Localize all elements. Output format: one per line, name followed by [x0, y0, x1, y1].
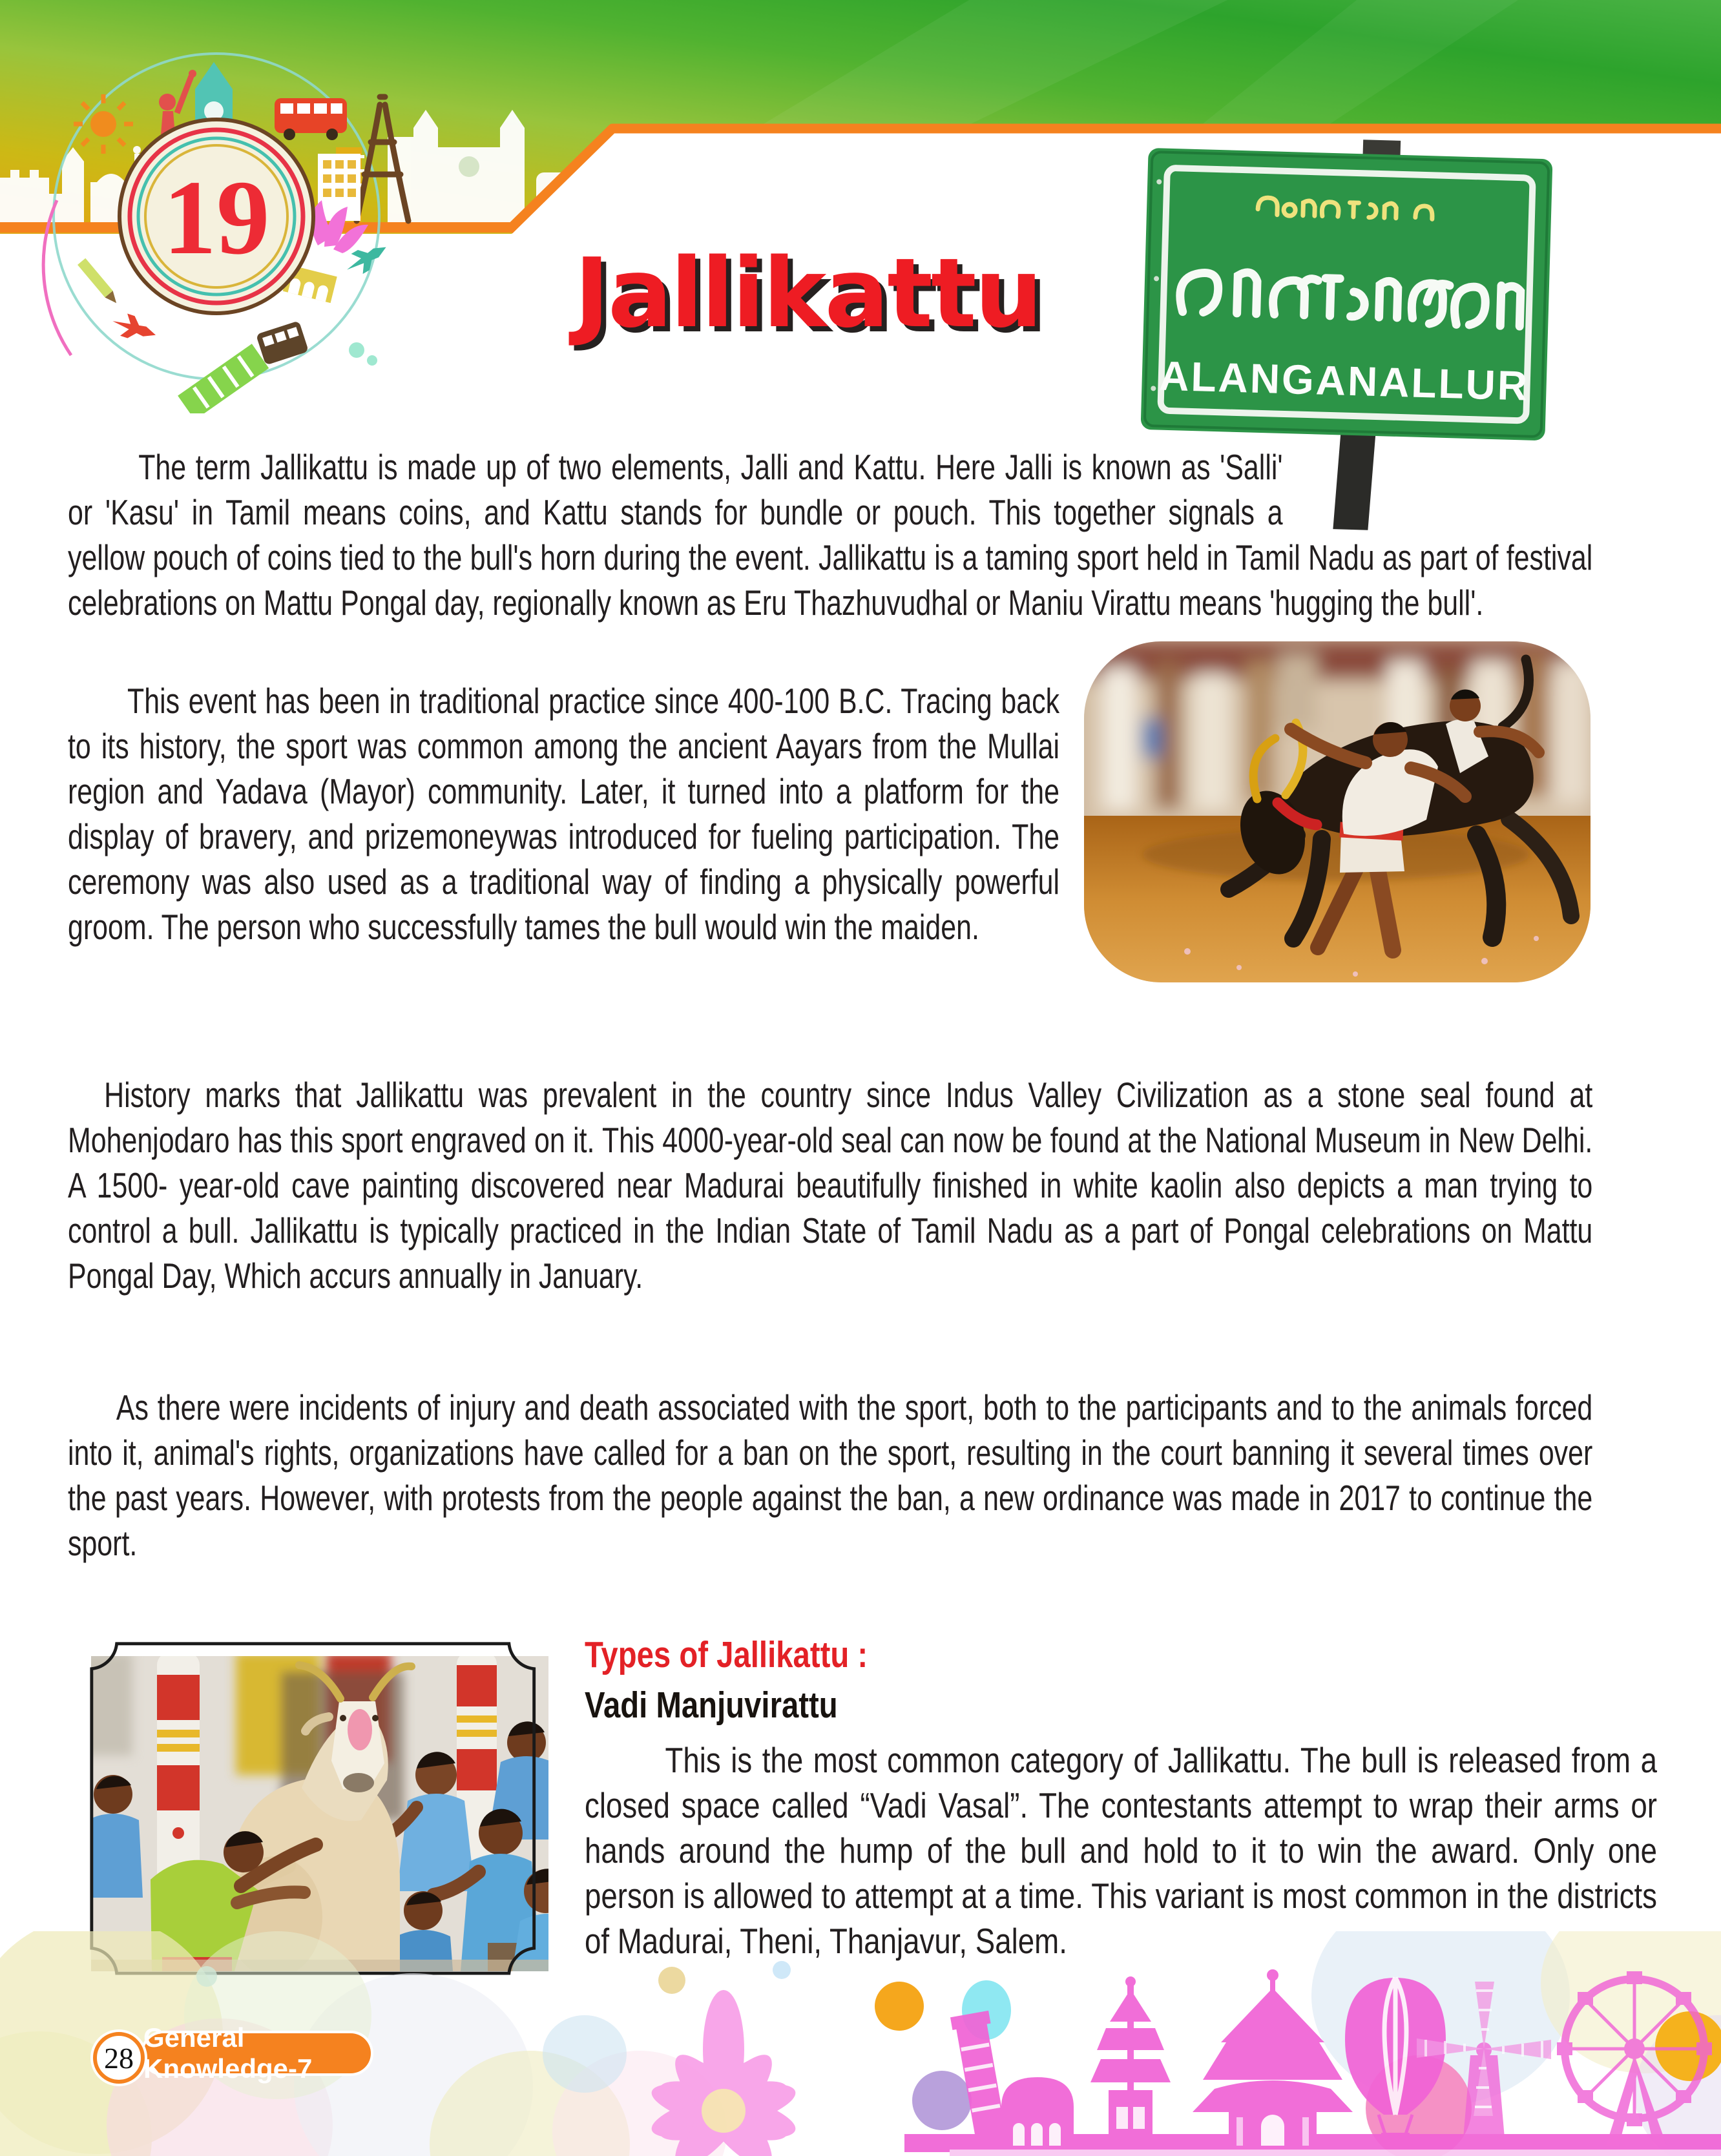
types-section: [585, 1632, 1657, 1964]
paragraph-ban: [68, 1385, 1592, 1566]
types-body-text: This is the most common category of Jallikattu. The bull is released from a closed space called “Vadi Vasal”. The contestants attempt to wrap their arms or hands around the hump of the bull and hold to it to win the award. Only one person is allowed to attempt at a time. This variant is most common in the districts of Madurai, Theni, Thanjavur, Salem.: [585, 1740, 1657, 1961]
striped-pole: [157, 1652, 200, 1885]
temple-pagoda-icon: [1193, 1969, 1353, 2146]
page-number: 28: [104, 2041, 134, 2075]
hot-air-balloon-icon: [1345, 1978, 1446, 2147]
mint-dot-icon: [367, 355, 377, 366]
sun-icon: [74, 94, 133, 154]
vintage-bus-icon: [256, 320, 309, 365]
paragraph-text: The term Jallikattu is made up of two elements, Jalli and Kattu. Here Jalli is known as 'Salli' or 'Kasu' in Tamil means coins, and Kattu stands for bundle or pouch. This together signals a yellow pouch of coins tied to the bull's horn during the event. Jallikattu is a taming sport held in Tamil Nadu as part of festival celebrations on Mattu Pongal day, regionally known as Eru Thazhuvudhal or Maniu Virattu means 'hugging the bull'.: [68, 447, 1593, 623]
bull-taming-photo: [1084, 641, 1591, 982]
pink-landmarks-art: [795, 1952, 1721, 2156]
book-title-badge: [143, 2022, 371, 2084]
red-plane-icon: [109, 310, 160, 346]
types-subheading: Vadi Manjuvirattu: [585, 1684, 838, 1726]
sign-wrap-spacer: [1283, 444, 1593, 534]
chapter-number-badge: [120, 119, 313, 313]
chapter-badge-cluster: [26, 52, 478, 413]
paragraph-text: This event has been in traditional practice since 400-100 B.C. Tracing back to its history, the sport was common among the ancient Aayars from the Mullai region and Yadava (Mayor) community. Later, it turned into a platform for the display of bravery, and prizemoneywas introduced for fueling participation. The ceremony was also used as a traditional way of finding a physically powerful groom. The person who successfully tames the bull would win the maiden.: [68, 681, 1060, 947]
paragraph-intro: [68, 444, 1592, 625]
bottom-pink-strip: [950, 2150, 1721, 2156]
colosseum-icon: [1001, 2077, 1074, 2146]
double-decker-bus-icon: [275, 98, 347, 140]
ferris-wheel-icon: [1557, 1971, 1712, 2146]
page-number-badge: [93, 2032, 145, 2084]
page-title: Jallikattu: [574, 238, 1041, 349]
sign-place-name: ALANGANALLUR: [1158, 352, 1530, 409]
leaning-tower-icon: [178, 344, 269, 413]
types-heading: Types of Jallikattu :: [585, 1634, 868, 1675]
paragraph-indus-valley: [68, 1072, 1592, 1298]
paragraph-text: History marks that Jallikattu was prevalent in the country since Indus Valley Civilization as a stone seal found at Mohenjodaro has this sport engraved on it. This 4000-year-old seal can now be found at the National Museum in New Delhi. A 1500- year-old cave painting discovered near Madurai beautifully finished in white kaolin also depicts a man trying to control a bull. Jallikattu is typically practiced in the Indian State of Tamil Nadu as a part of Pongal celebrations on Mattu Pongal Day, Which accurs annually in January.: [68, 1075, 1593, 1296]
pagoda-tower-icon: [1090, 1976, 1171, 2146]
chapter-number: 19: [163, 158, 270, 276]
book-title: General Knowledge-7: [143, 2022, 313, 2084]
pencil-icon: [78, 258, 120, 307]
paragraph-text: As there were incidents of injury and death associated with the sport, both to the participants and to the animals forced into it, animal's rights, organizations have called for a ban on the sport, resulting in the court banning it several times over the past years. However, with protests from the people against the ban, a new ordinance was made in 2017 to continue the sport.: [68, 1387, 1593, 1563]
mint-dot-icon: [349, 342, 364, 358]
eiffel-tower-icon: [357, 97, 408, 221]
